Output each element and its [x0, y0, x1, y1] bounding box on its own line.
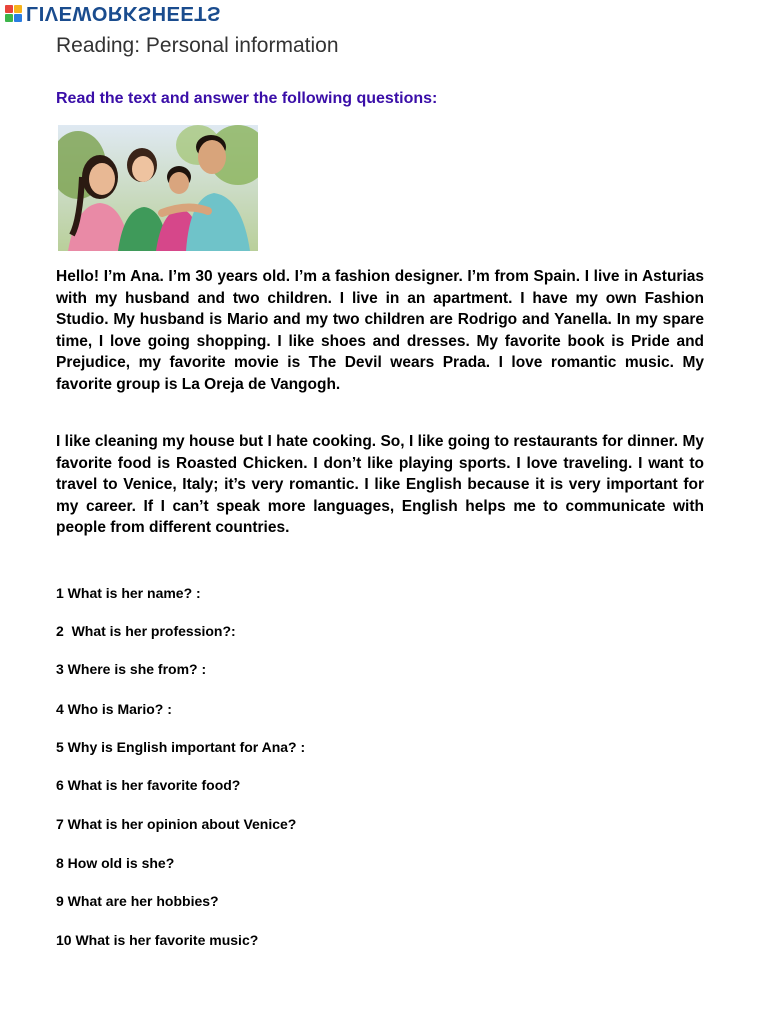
question-item: 8 How old is she?	[56, 855, 175, 871]
page-title: Reading: Personal information	[56, 34, 339, 57]
question-item: 1 What is her name? :	[56, 585, 201, 601]
question-item: 2 What is her profession?:	[56, 623, 236, 639]
question-item: 5 Why is English important for Ana? :	[56, 739, 306, 755]
question-item: 9 What are her hobbies?	[56, 893, 219, 909]
question-item: 4 Who is Mario? :	[56, 701, 172, 717]
instruction-text: Read the text and answer the following questions:	[56, 90, 438, 107]
reading-paragraph-2: I like cleaning my house but I hate cooking. So, I like going to restaurants for dinner. My favorite food is Roasted Chicken. I don’t like playing sports. I love traveling. I want to travel to Venice, Italy; it’s very romantic. I like English because it is very important for my career. If I can’t speak more languages, English helps me to communicate with people from different countries.	[56, 433, 704, 536]
logo-text: LIVEWORKSHEETS	[26, 2, 221, 24]
logo-block	[14, 14, 22, 22]
logo-block	[5, 5, 13, 13]
liveworksheets-logo	[5, 2, 221, 24]
question-item: 3 Where is she from? :	[56, 661, 207, 677]
logo-block	[5, 14, 13, 22]
question-item: 7 What is her opinion about Venice?	[56, 816, 297, 832]
reading-paragraph-1: Hello! I’m Ana. I’m 30 years old. I’m a fashion designer. I’m from Spain. I live in Asturias with my husband and two children. I live in an apartment. I have my own Fashion Studio. My husband is Mario and my two children are Rodrigo and Yanella. In my spare time, I love going shopping. I like shoes and dresses. My favorite book is Pride and Prejudice, my favorite movie is The Devil wears Prada. I love romantic music. My favorite group is La Oreja de Vangogh.	[56, 268, 704, 393]
question-item: 6 What is her favorite food?	[56, 777, 241, 793]
family-photo	[58, 125, 258, 251]
logo-blocks-icon	[5, 5, 22, 22]
logo-block	[14, 5, 22, 13]
family-photo-illustration	[58, 125, 258, 251]
question-item: 10 What is her favorite music?	[56, 932, 259, 948]
